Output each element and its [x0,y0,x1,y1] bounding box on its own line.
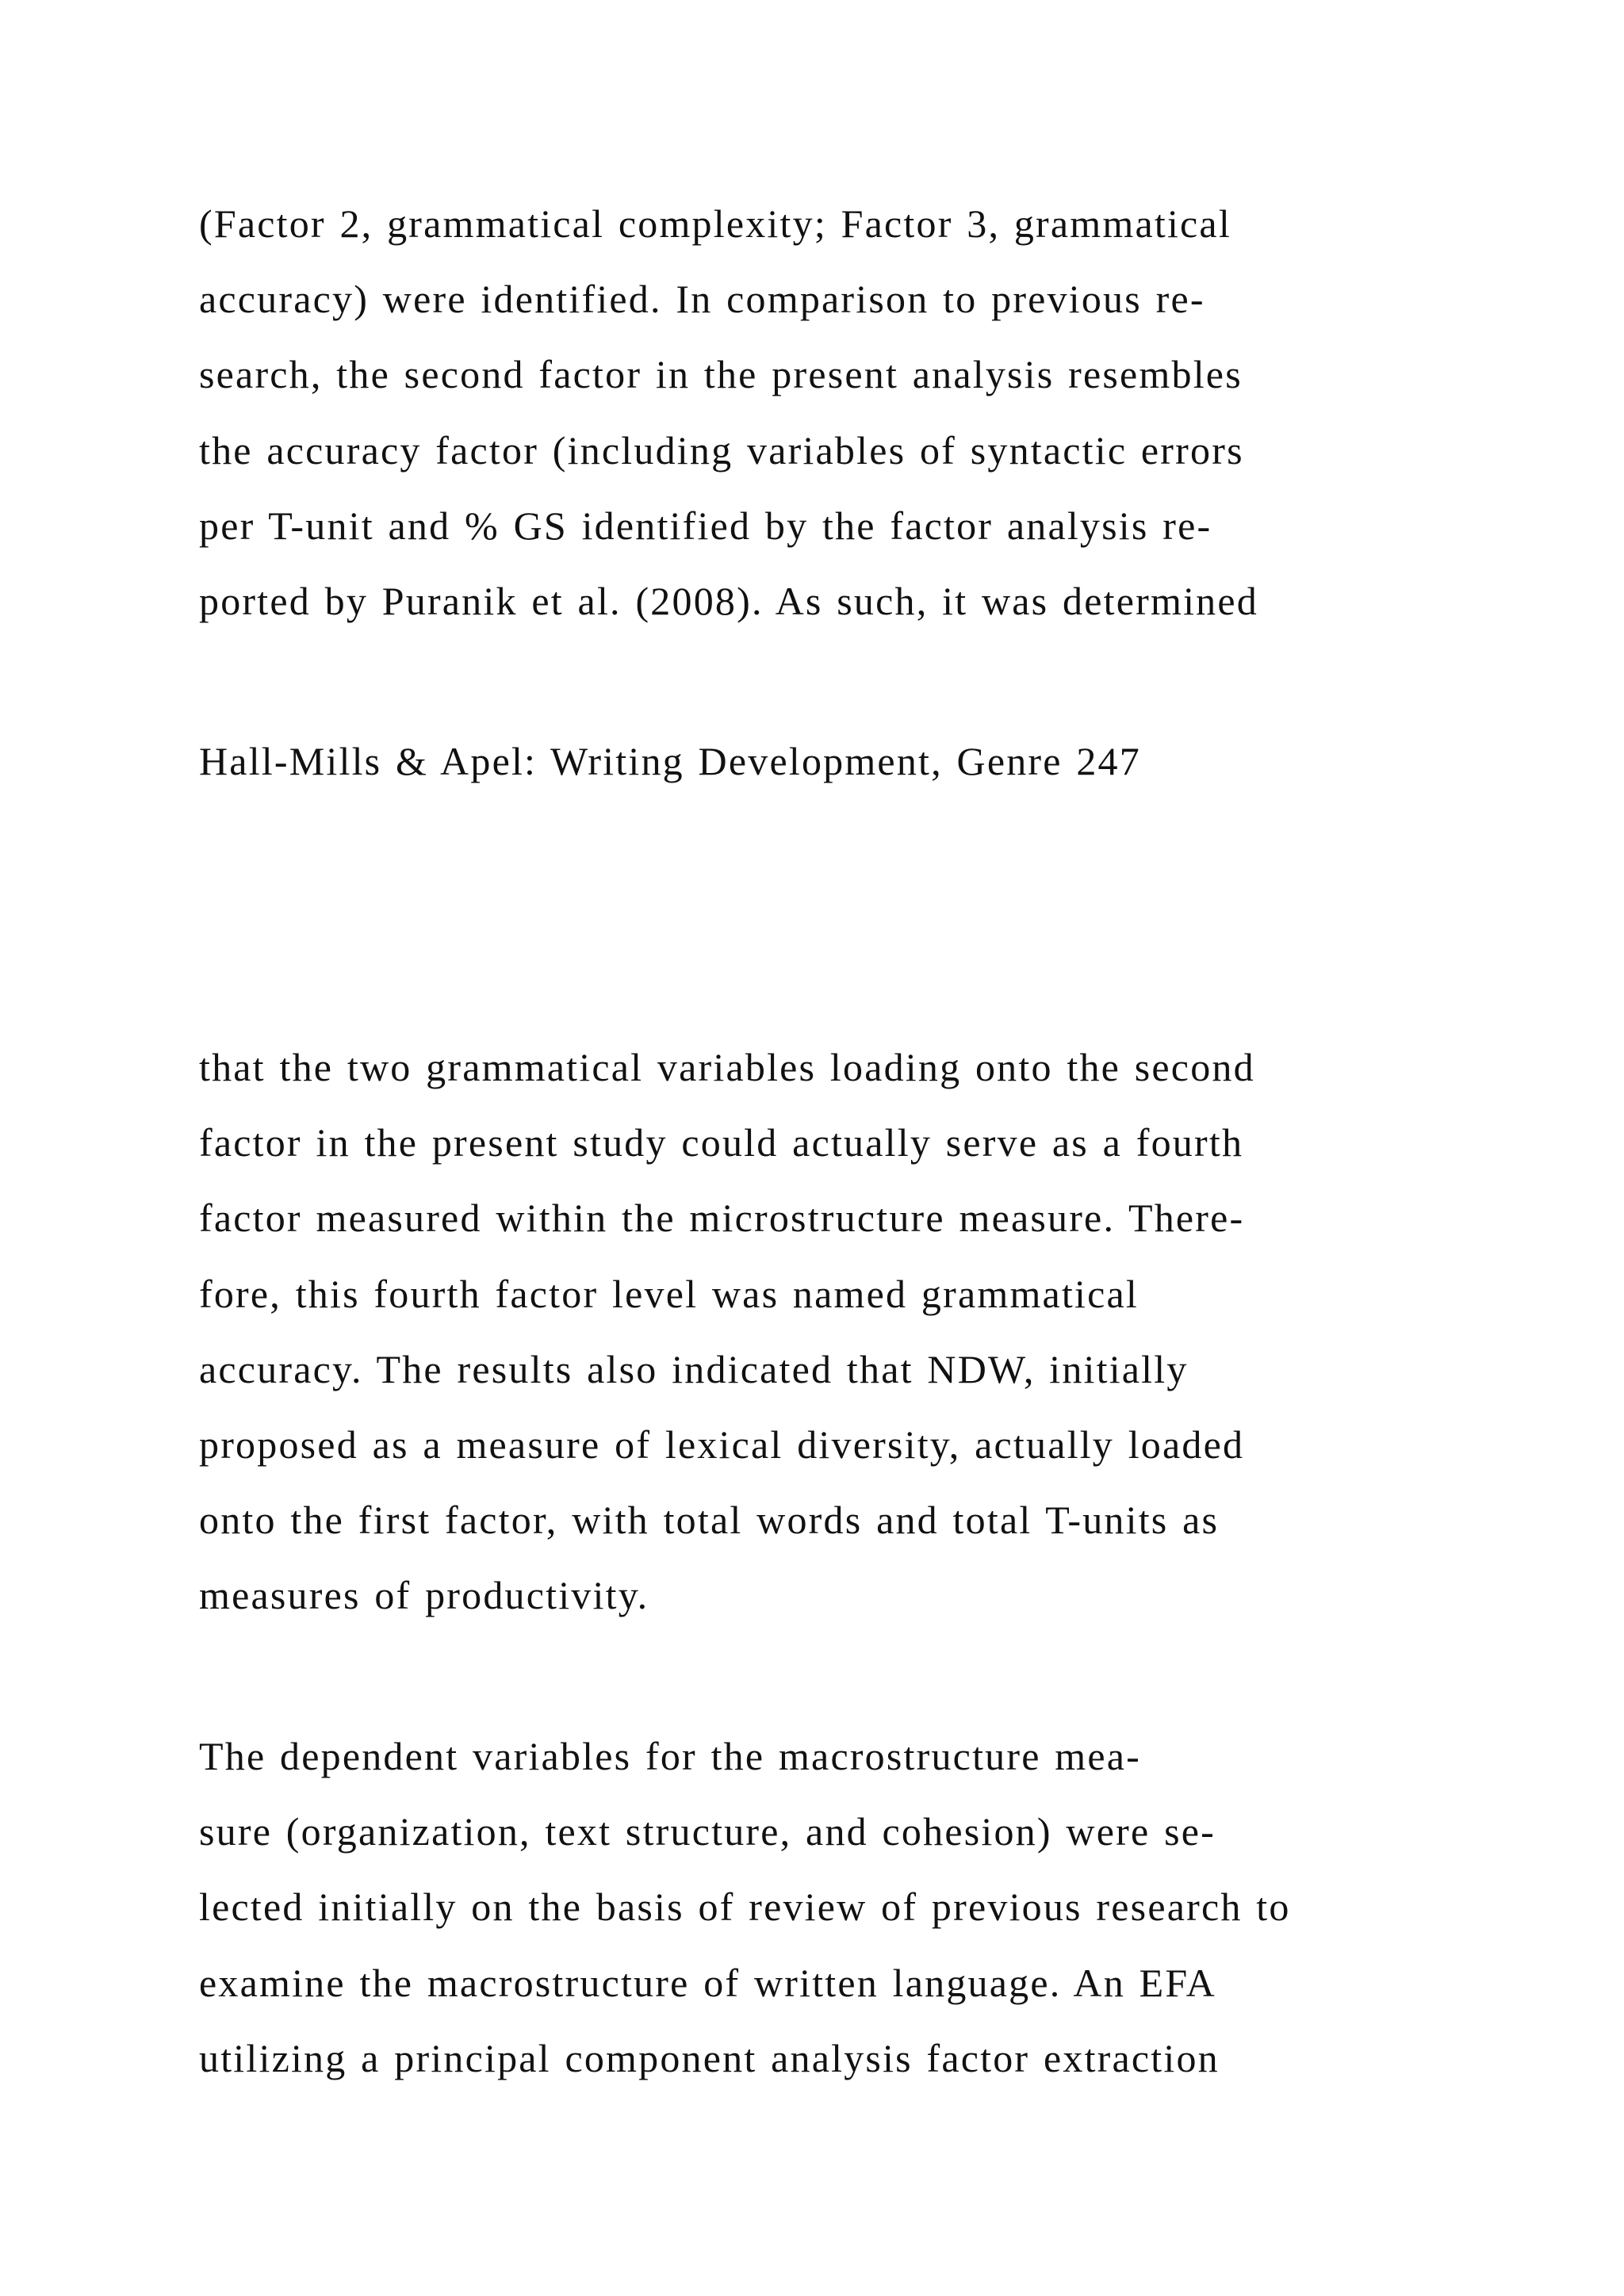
text-line: the accuracy factor (including variables of syntactic errors [199,427,1244,473]
text-line: fore, this fourth factor level was named grammatical [199,1271,1139,1316]
paragraph-1 [199,186,1258,639]
text-line: per T-unit and % GS identified by the factor analysis re- [199,503,1212,548]
text-line: accuracy. The results also indicated that NDW, initially [199,1346,1189,1391]
text-line: onto the first factor, with total words and total T-units as [199,1498,1220,1543]
text-line: that the two grammatical variables loading onto the second [199,1045,1255,1089]
text-line: utilizing a principal component analysis factor extraction [199,2035,1220,2080]
text-line: lected initially on the basis of review of previous research to [199,1885,1291,1930]
running-header: Hall-Mills & Apel: Writing Development, Genre 247 [199,739,1141,783]
text-line: (Factor 2, grammatical complexity; Factor 3, grammatical [199,201,1231,246]
text-line: ported by Puranik et al. (2008). As such, it was determined [199,578,1258,623]
text-line: examine the macrostructure of written language. An EFA [199,1960,1216,2005]
text-line: measures of productivity. [199,1573,649,1618]
text-line: sure (organization, text structure, and cohesion) were se- [199,1809,1216,1854]
paragraph-3 [199,1719,1291,2096]
text-line: search, the second factor in the present analysis resembles [199,352,1243,397]
paragraph-2 [199,1030,1255,1634]
text-line: factor in the present study could actually serve as a fourth [199,1120,1244,1165]
text-line: factor measured within the microstructure measure. There- [199,1196,1245,1241]
text-line: accuracy) were identified. In comparison to previous re- [199,277,1205,322]
text-line: proposed as a measure of lexical diversity, actually loaded [199,1422,1245,1467]
text-line: The dependent variables for the macrostructure mea- [199,1734,1142,1778]
